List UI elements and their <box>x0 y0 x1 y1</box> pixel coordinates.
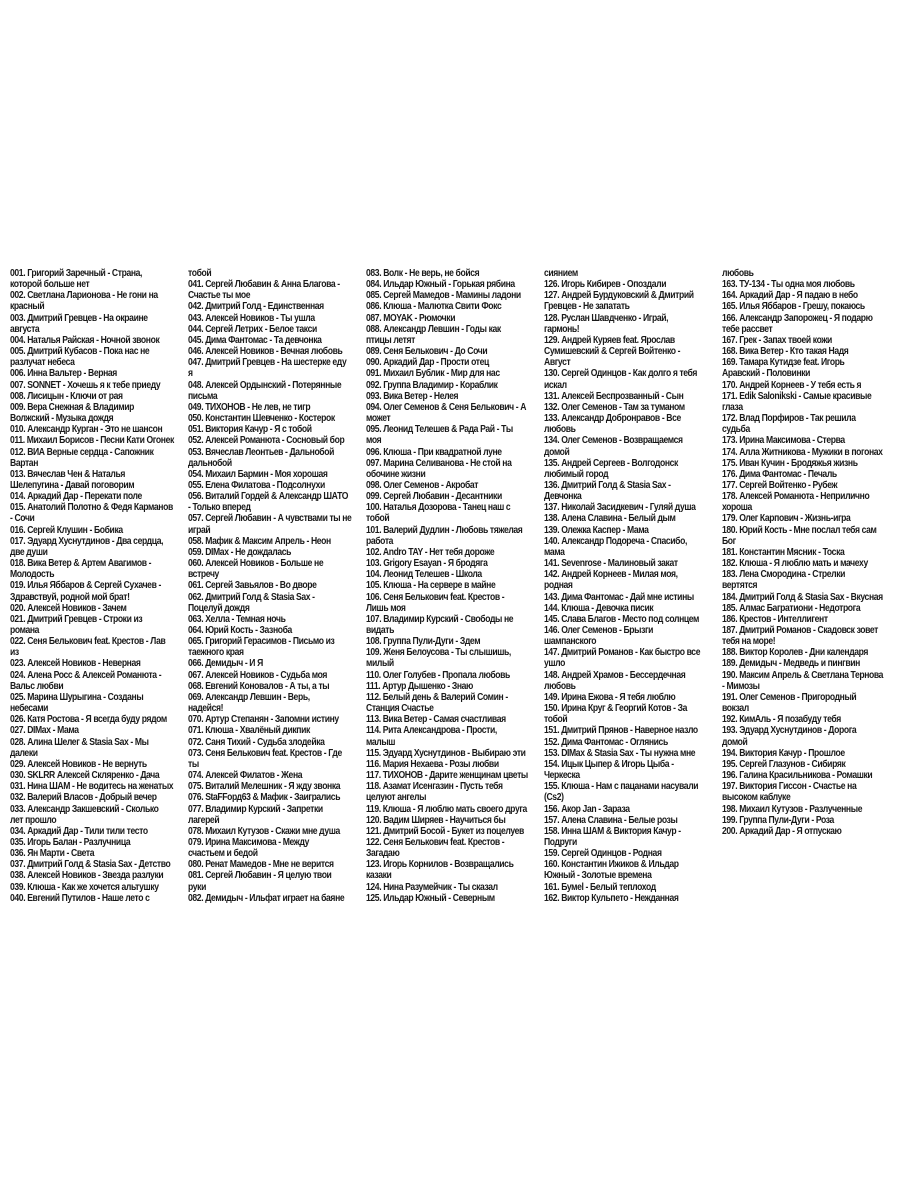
track-line: 124. Нина Разумейчик - Ты сказал <box>366 881 498 893</box>
track-line: 126. Игорь Кибирев - Опоздали <box>544 279 667 291</box>
track-line: 003. Дмитрий Гревцев - На окраине <box>10 312 148 324</box>
track-line: 178. Алексей Романюта - Неприлично <box>722 491 870 503</box>
track-line: лагерей <box>188 814 220 826</box>
track-line: любовь <box>544 680 576 692</box>
track-line: 156. Акор Jan - Зараза <box>544 803 630 815</box>
track-line: 031. Нина ШАМ - Не водитесь на женатых <box>10 781 174 793</box>
track-line: 009. Вера Снежная & Владимир <box>10 401 134 413</box>
track-line: 040. Евгений Путилов - Наше лето с <box>10 892 150 904</box>
track-line: 004. Наталья Райская - Ночной звонок <box>10 334 160 346</box>
track-line: 148. Андрей Храмов - Бессердечная <box>544 669 686 681</box>
track-line: Счастье ты мое <box>188 290 251 302</box>
track-line: любовь <box>544 424 576 436</box>
track-line: встречу <box>188 569 219 581</box>
track-line: 087. MOYAK - Рюмочки <box>366 312 456 324</box>
track-line: 099. Сергей Любавин - Десантники <box>366 491 502 503</box>
track-line: 193. Эдуард Хуснутдинов - Дорога <box>722 725 857 737</box>
track-line: может <box>366 413 391 425</box>
track-line: 132. Олег Семенов - Там за туманом <box>544 401 685 413</box>
track-line: 052. Алексей Романюта - Сосновый бор <box>188 435 345 447</box>
track-line: 051. Виктория Качур - Я с тобой <box>188 424 312 436</box>
track-line: далеки <box>10 747 38 759</box>
track-line: дальнобой <box>188 457 232 469</box>
track-line: 022. Сеня Белькович feat. Крестов - Лав <box>10 636 166 648</box>
track-line: 001. Григорий Заречный - Страна, <box>10 268 143 279</box>
track-line: 142. Андрей Корнеев - Милая моя, <box>544 569 678 581</box>
track-line: тобой <box>188 268 212 279</box>
track-line: руки <box>188 881 206 893</box>
track-line: 147. Дмитрий Романов - Как быстро все <box>544 647 701 659</box>
track-line: надейся! <box>188 703 224 715</box>
tracklist-column-4 <box>544 268 701 904</box>
track-line: целуют ангелы <box>366 792 427 804</box>
track-line: 032. Валерий Власов - Добрый вечер <box>10 792 157 804</box>
track-line: Лишь моя <box>366 602 406 614</box>
track-line: Бог <box>722 535 736 547</box>
track-line: 162. Виктор Кульпето - Нежданная <box>544 892 679 904</box>
track-line: 170. Андрей Корнеев - У тебя есть я <box>722 379 862 391</box>
track-line: тебя на море! <box>722 636 776 648</box>
track-line: 105. Клюша - На сервере в майне <box>366 580 496 592</box>
track-line: 184. Дмитрий Голд & Stasia Sax - Вкусная <box>722 591 883 603</box>
track-line: 165. Илья Яббаров - Грешу, покаюсь <box>722 301 865 313</box>
track-line: из <box>10 647 19 659</box>
track-line: 189. Демидыч - Медведь и пингвин <box>722 658 860 670</box>
track-line: 007. SONNET - Хочешь я к тебе приеду <box>10 379 161 391</box>
track-line: 008. Лисицын - Ключи от рая <box>10 390 123 402</box>
track-line: Аравский - Половинки <box>722 368 811 380</box>
track-line: 050. Константин Шевченко - Костерок <box>188 413 335 425</box>
track-line: 028. Алина Шелег & Stasia Sax - Мы <box>10 736 149 748</box>
track-line: птицы летят <box>366 334 415 346</box>
track-line: домой <box>544 446 570 458</box>
track-line: - Сочи <box>10 513 35 525</box>
track-line: 048. Алексей Ордынский - Потерянные <box>188 379 342 391</box>
track-line: 019. Илья Яббаров & Сергей Сухачев - <box>10 580 161 592</box>
track-line: 038. Алексей Новиков - Звезда разлуки <box>10 870 164 882</box>
track-line: 018. Вика Ветер & Артем Авагимов - <box>10 558 152 570</box>
track-line: Гревцев - Не запатать <box>544 301 630 313</box>
track-line: 195. Сергей Глазунов - Сибиряк <box>722 758 846 770</box>
track-line: 021. Дмитрий Гревцев - Строки из <box>10 613 143 625</box>
track-line: 084. Ильдар Южный - Горькая рябина <box>366 279 515 291</box>
track-line: сиянием <box>544 268 578 279</box>
track-line: 120. Вадим Ширяев - Научиться бы <box>366 814 506 826</box>
track-line: 117. ТИХОНОВ - Дарите женщинам цветы <box>366 770 528 782</box>
track-line: 058. Мафик & Максим Апрель - Неон <box>188 535 331 547</box>
track-line: работа <box>366 535 394 547</box>
track-line: 191. Олег Семенов - Пригородный <box>722 691 857 703</box>
track-line: обочине жизни <box>366 468 426 480</box>
track-line: 070. Артур Степанян - Запомни истину <box>188 714 339 726</box>
track-line: 029. Алексей Новиков - Не вернуть <box>10 758 147 770</box>
track-line: 064. Юрий Кость - Зазноба <box>188 625 292 636</box>
track-line: 027. DIMax - Мама <box>10 725 79 737</box>
track-line: 146. Олег Семенов - Брызги <box>544 625 654 636</box>
track-line: 014. Аркадий Дар - Перекати поле <box>10 491 142 503</box>
track-line: 101. Валерий Дудлин - Любовь тяжелая <box>366 524 523 536</box>
track-line: 024. Алена Росс & Алексей Романюта - <box>10 669 162 681</box>
tracklist-column-5 <box>722 268 884 837</box>
track-line: 166. Александр Запорожец - Я подарю <box>722 312 873 324</box>
track-line: 090. Аркадий Дар - Прости отец <box>366 357 489 369</box>
track-line: Станция Счастье <box>366 703 434 715</box>
tracklist-column-1 <box>10 268 174 904</box>
track-line: 145. Слава Благов - Место под солнцем <box>544 613 700 625</box>
track-line: 139. Олежка Каспер - Мама <box>544 524 649 536</box>
track-line: Подруги <box>544 836 577 848</box>
track-line: августа <box>10 323 40 335</box>
track-line: Сумишевский & Сергей Войтенко - <box>544 346 681 358</box>
track-line: 054. Михаил Бармин - Моя хорошая <box>188 468 328 480</box>
track-line: любимый город <box>544 468 609 480</box>
track-line: 128. Руслан Шавдченко - Играй, <box>544 312 669 324</box>
track-line: романа <box>10 625 40 636</box>
track-line: 075. Виталий Мелешник - Я жду звонка <box>188 781 341 793</box>
track-line: 091. Михаил Бублик - Мир для нас <box>366 368 500 380</box>
track-line: 045. Дима Фантомас - Та девчонка <box>188 334 322 346</box>
track-line: 116. Мария Нехаева - Розы любви <box>366 758 499 770</box>
track-line: 039. Клюша - Как же хочется альтушку <box>10 881 159 893</box>
track-line: 137. Николай Засидкевич - Гуляй душа <box>544 502 696 514</box>
track-line: 043. Алексей Новиков - Ты ушла <box>188 312 315 324</box>
track-line: 034. Аркадий Дар - Тили тили тесто <box>10 825 148 837</box>
track-line: 140. Александр Подореча - Спасибо, <box>544 535 687 547</box>
track-line: 157. Алена Славина - Белые розы <box>544 814 678 826</box>
track-line: 151. Дмитрий Прянов - Наверное назло <box>544 725 698 737</box>
track-line: вертятся <box>722 580 758 592</box>
track-line: играй <box>188 524 211 536</box>
track-line: Поцелуй дождя <box>188 602 250 614</box>
track-line: небесами <box>10 703 49 715</box>
track-line: гармонь! <box>544 323 580 335</box>
track-line: 061. Сергей Завьялов - Во дворе <box>188 580 317 592</box>
track-line: 012. ВИА Верные сердца - Сапожник <box>10 446 154 458</box>
track-line: 025. Марина Шурыгина - Созданы <box>10 691 144 703</box>
track-line: 163. ТУ-134 - Ты одна моя любовь <box>722 279 855 291</box>
track-line: 062. Дмитрий Голд & Stasia Sax - <box>188 591 315 603</box>
track-line: судьба <box>722 424 750 436</box>
track-line: 073. Сеня Белькович feat. Крестов - Где <box>188 747 342 759</box>
track-line: Август <box>544 357 571 369</box>
track-line: 098. Олег Семенов - Акробат <box>366 479 479 491</box>
track-line: мама <box>544 546 565 558</box>
track-line: 149. Ирина Ежова - Я тебя люблю <box>544 691 676 703</box>
track-line: видать <box>366 625 395 636</box>
track-line: 104. Леонид Телешев - Школа <box>366 569 482 581</box>
track-line: вокзал <box>722 703 749 715</box>
track-line: 076. StaFFорд63 & Мафик - Заигрались <box>188 792 341 804</box>
track-line: 067. Алексей Новиков - Судьба моя <box>188 669 327 681</box>
track-line: 192. КимАль - Я позабуду тебя <box>722 714 841 726</box>
track-line: 059. DIMax - Не дождалась <box>188 546 292 558</box>
track-line: 168. Вика Ветер - Кто такая Надя <box>722 346 849 358</box>
track-line: 095. Леонид Телешев & Рада Рай - Ты <box>366 424 513 436</box>
track-line: Девчонка <box>544 491 582 503</box>
track-line: домой <box>722 736 748 748</box>
track-line: 089. Сеня Белькович - До Сочи <box>366 346 488 358</box>
track-line: 049. ТИХОНОВ - Не лев, не тигр <box>188 401 311 413</box>
track-line: 006. Инна Вальтер - Верная <box>10 368 117 380</box>
track-line: 138. Алена Славина - Белый дым <box>544 513 676 525</box>
track-line: 011. Михаил Борисов - Песни Кати Огонек <box>10 435 174 447</box>
track-line: 047. Дмитрий Гревцев - На шестерке еду <box>188 357 347 369</box>
track-line: - Мимозы <box>722 680 760 692</box>
track-line: 185. Алмас Багратиони - Недотрога <box>722 602 861 614</box>
track-line: 174. Алла Житникова - Мужики в погонах <box>722 446 883 458</box>
track-line: 171. Edik Salonikski - Самые красивые <box>722 390 872 402</box>
track-line: 115. Эдуард Хуснутдинов - Выбираю эти <box>366 747 526 759</box>
track-line: 159. Сергей Одинцов - Родная <box>544 848 662 860</box>
track-line: любовь <box>722 268 754 279</box>
track-line: хороша <box>722 502 752 514</box>
track-line: 097. Марина Селиванова - Не стой на <box>366 457 512 469</box>
track-line: 083. Волк - Не верь, не бойся <box>366 268 480 279</box>
track-line: 005. Дмитрий Кубасов - Пока нас не <box>10 346 150 358</box>
track-line: 167. Грек - Запах твоей кожи <box>722 334 832 346</box>
track-line: 106. Сеня Белькович feat. Крестов - <box>366 591 505 603</box>
track-line: Вартан <box>10 457 39 469</box>
track-line: 033. Александр Закшевский - Сколько <box>10 803 159 815</box>
track-line: 133. Александр Добронравов - Все <box>544 413 681 425</box>
track-line: 188. Виктор Королев - Дни календаря <box>722 647 869 659</box>
track-line: 129. Андрей Куряев feat. Ярослав <box>544 334 675 346</box>
track-line: 160. Константин Ижиков & Ильдар <box>544 859 679 871</box>
track-line: 187. Дмитрий Романов - Скадовск зовет <box>722 625 879 636</box>
track-line: Волжский - Музыка дождя <box>10 413 114 425</box>
track-line: 078. Михаил Кутузов - Скажи мне душа <box>188 825 340 837</box>
track-line: 135. Андрей Сергеев - Волгодонск <box>544 457 678 469</box>
track-line: 015. Анатолий Полотно & Федя Карманов <box>10 502 173 514</box>
track-line: 182. Клюша - Я люблю мать и мачеху <box>722 558 868 570</box>
track-line: Вальс любви <box>10 680 64 692</box>
track-line: 152. Дима Фантомас - Оглянись <box>544 736 668 748</box>
track-line: 194. Виктория Качур - Прошлое <box>722 747 845 759</box>
track-line: 176. Дима Фантомас - Печаль <box>722 468 837 480</box>
track-line: разлучат небеса <box>10 357 75 369</box>
track-line: 110. Олег Голубев - Пропала любовь <box>366 669 510 681</box>
track-line: 177. Сергей Войтенко - Рубеж <box>722 479 838 491</box>
track-line: 172. Влад Порфиров - Так решила <box>722 413 856 425</box>
track-line: 077. Владимир Курский - Запретки <box>188 803 323 815</box>
track-line: 055. Елена Филатова - Подсолнухи <box>188 479 325 491</box>
track-line: тобой <box>544 714 568 726</box>
track-line: 197. Виктория Гиссон - Счастье на <box>722 781 857 793</box>
track-line: 020. Алексей Новиков - Зачем <box>10 602 127 614</box>
track-line: малыш <box>366 736 396 748</box>
track-line: 143. Дима Фантомас - Дай мне истины <box>544 591 694 603</box>
track-line: 114. Рита Александрова - Прости, <box>366 725 497 737</box>
track-line: 196. Галина Красильникова - Ромашки <box>722 770 873 782</box>
track-line: 074. Алексей Филатов - Жена <box>188 770 303 782</box>
track-line: 088. Александр Левшин - Годы как <box>366 323 501 335</box>
tracklist-column-2 <box>188 268 352 904</box>
tracklist-column-3 <box>366 268 528 904</box>
track-line: 122. Сеня Белькович feat. Крестов - <box>366 836 505 848</box>
track-line: 198. Михаил Кутузов - Разлученные <box>722 803 863 815</box>
track-line: 153. DIMax & Stasia Sax - Ты нужна мне <box>544 747 696 759</box>
track-line: 136. Дмитрий Голд & Stasia Sax - <box>544 479 671 491</box>
track-line: 150. Ирина Круг & Георгий Котов - За <box>544 703 688 715</box>
track-line: две души <box>10 546 48 558</box>
track-line: моя <box>366 435 382 447</box>
track-line: 183. Лена Смородина - Стрелки <box>722 569 846 581</box>
track-line: 046. Алексей Новиков - Вечная любовь <box>188 346 343 358</box>
track-line: 002. Светлана Ларионова - Не гони на <box>10 290 158 302</box>
track-line: искал <box>544 379 567 391</box>
track-line: тебе рассвет <box>722 323 773 335</box>
track-line: 164. Аркадий Дар - Я падаю в небо <box>722 290 858 302</box>
track-line: 173. Ирина Максимова - Стерва <box>722 435 845 447</box>
track-line: Южный - Золотые времена <box>544 870 652 882</box>
track-line: тобой <box>366 513 390 525</box>
track-line: Здравствуй, родной мой брат! <box>10 591 130 603</box>
track-line: 010. Александр Курган - Это не шансон <box>10 424 163 436</box>
track-line: 085. Сергей Мамедов - Мамины ладони <box>366 290 521 302</box>
track-line: 190. Максим Апрель & Светлана Тернова <box>722 669 884 681</box>
track-line: 069. Александр Левшин - Верь, <box>188 691 310 703</box>
track-line: Загадаю <box>366 848 400 860</box>
track-line: 179. Олег Карпович - Жизнь-игра <box>722 513 851 525</box>
track-line: 158. Инна ШАМ & Виктория Качур - <box>544 825 681 837</box>
tracklist-sheet <box>0 268 900 940</box>
track-line: глаза <box>722 401 743 413</box>
track-line: 053. Вячеслав Леонтьев - Дальнобой <box>188 446 335 458</box>
track-line: 060. Алексей Новиков - Больше не <box>188 558 324 570</box>
track-line: 155. Клюша - Нам с пацанами насували <box>544 781 699 793</box>
track-line: 042. Дмитрий Голд - Единственная <box>188 301 324 313</box>
track-line: 030. SKLRR Алексей Скляренко - Дача <box>10 770 160 782</box>
track-line: высоком каблуке <box>722 792 791 804</box>
track-line: которой больше нет <box>10 279 90 291</box>
track-line: 108. Группа Пули-Дуги - Здем <box>366 636 481 648</box>
track-line: счастьем и бедой <box>188 848 258 860</box>
track-line: 200. Аркадий Дар - Я отпускаю <box>722 825 842 837</box>
track-line: (Cs2) <box>544 792 564 804</box>
track-line: ушло <box>544 658 566 670</box>
track-line: Молодость <box>10 569 55 581</box>
track-line: 100. Наталья Дозорова - Танец наш с <box>366 502 511 514</box>
track-line: 125. Ильдар Южный - Северным <box>366 892 495 904</box>
track-line: 181. Константин Мясник - Тоска <box>722 546 845 558</box>
track-line: Черкеска <box>544 770 580 782</box>
track-line: 092. Группа Владимир - Кораблик <box>366 379 498 391</box>
track-line: 066. Демидыч - И Я <box>188 658 263 670</box>
track-line: 080. Ренат Мамедов - Мне не верится <box>188 859 334 871</box>
track-line: родная <box>544 580 573 592</box>
track-line: 081. Сергей Любавин - Я целую твои <box>188 870 332 882</box>
track-line: я <box>188 368 193 380</box>
track-line: 026. Катя Ростова - Я всегда буду рядом <box>10 714 167 726</box>
track-line: 103. Grigory Esayan - Я бродяга <box>366 558 488 570</box>
track-line: 072. Саня Тихий - Судьба злодейка <box>188 736 325 748</box>
track-line: 111. Артур Дышенко - Знаю <box>366 680 474 692</box>
track-line: 141. Sevenrose - Малиновый закат <box>544 558 678 570</box>
track-line: 017. Эдуард Хуснутдинов - Два сердца, <box>10 535 164 547</box>
track-line: 036. Ян Марти - Света <box>10 848 95 860</box>
track-line: 063. Хелла - Темная ночь <box>188 613 286 625</box>
track-line: 056. Виталий Гордей & Александр ШАТО <box>188 491 349 503</box>
track-line: 041. Сергей Любавин & Анна Благова - <box>188 279 340 291</box>
track-line: 037. Дмитрий Голд & Stasia Sax - Детство <box>10 859 171 871</box>
track-line: 102. Andro TAY - Нет тебя дороже <box>366 546 495 558</box>
track-line: 175. Иван Кучин - Бродяжья жизнь <box>722 457 858 469</box>
track-line: 071. Клюша - Хвалёный дикпик <box>188 725 310 737</box>
track-line: красный <box>10 301 45 313</box>
track-line: таежного края <box>188 647 244 659</box>
track-line: 094. Олег Семенов & Сеня Белькович - А <box>366 401 527 413</box>
track-line: 068. Евгений Коновалов - А ты, а ты <box>188 680 330 692</box>
track-line: 109. Женя Белоусова - Ты слышишь, <box>366 647 511 659</box>
track-line: 112. Белый день & Валерий Сомин - <box>366 691 508 703</box>
track-line: 057. Сергей Любавин - А чувствами ты не <box>188 513 352 525</box>
track-line: 044. Сергей Летрих - Белое такси <box>188 323 317 335</box>
track-line: 086. Клюша - Малютка Свити Фокс <box>366 301 502 313</box>
track-line: 131. Алексей Беспрозванный - Сын <box>544 390 684 402</box>
track-line: 161. Бумеl - Белый теплоход <box>544 881 656 893</box>
track-line: 186. Крестов - Интеллигент <box>722 613 828 625</box>
track-line: 199. Группа Пули-Дуги - Роза <box>722 814 834 826</box>
track-line: ты <box>188 758 199 770</box>
track-line: милый <box>366 658 394 670</box>
track-line: 096. Клюша - При квадратной луне <box>366 446 502 458</box>
track-line: - Только вперед <box>188 502 251 514</box>
track-line: письма <box>188 390 218 402</box>
track-line: 016. Сергей Клушин - Бобика <box>10 524 123 536</box>
track-line: казаки <box>366 870 392 882</box>
track-line: 134. Олег Семенов - Возвращаемся <box>544 435 683 447</box>
track-line: 130. Сергей Одинцов - Как долго я тебя <box>544 368 698 380</box>
track-line: 127. Андрей Бурдуковский & Дмитрий <box>544 290 694 302</box>
track-line: 154. Ицык Цыпер & Игорь Цыба - <box>544 758 674 770</box>
track-line: 169. Тамара Кутидзе feat. Игорь <box>722 357 845 369</box>
track-line: 121. Дмитрий Босой - Букет из поцелуев <box>366 825 524 837</box>
track-line: 119. Клюша - Я люблю мать своего друга <box>366 803 527 815</box>
track-line: Шелепугина - Давай поговорим <box>10 479 135 491</box>
track-line: 023. Алексей Новиков - Неверная <box>10 658 141 670</box>
track-line: 113. Вика Ветер - Самая счастливая <box>366 714 506 726</box>
track-line: 065. Григорий Герасимов - Письмо из <box>188 636 335 648</box>
track-line: 082. Демидыч - Ильфат играет на баяне <box>188 892 345 904</box>
track-line: 123. Игорь Корнилов - Возвращались <box>366 859 514 871</box>
track-line: 079. Ирина Максимова - Между <box>188 836 310 848</box>
track-line: 118. Азамат Исенгазин - Пусть тебя <box>366 781 503 793</box>
track-line: 144. Клюша - Девочка писик <box>544 602 654 614</box>
track-line: 013. Вячеслав Чен & Наталья <box>10 468 126 480</box>
track-line: шампанского <box>544 636 597 648</box>
track-line: лет прошло <box>10 814 57 826</box>
track-line: 107. Владимир Курский - Свободы не <box>366 613 514 625</box>
track-line: 035. Игорь Балан - Разлучница <box>10 836 131 848</box>
track-line: 093. Вика Ветер - Нелея <box>366 390 459 402</box>
track-line: 180. Юрий Кость - Мне послал тебя сам <box>722 524 877 536</box>
